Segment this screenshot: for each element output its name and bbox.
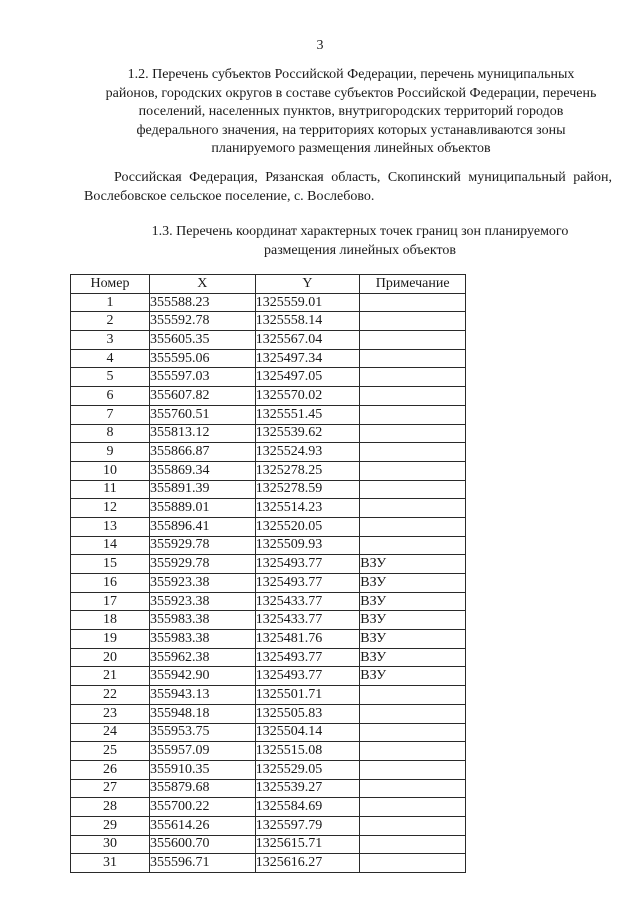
cell-note: ВЗУ bbox=[360, 574, 466, 593]
cell-number: 6 bbox=[71, 387, 150, 406]
table-row bbox=[71, 630, 466, 649]
cell-number: 5 bbox=[71, 368, 150, 387]
cell-x: 355943.13 bbox=[150, 686, 256, 705]
cell-note bbox=[360, 387, 466, 406]
cell-y: 1325278.25 bbox=[255, 461, 360, 480]
cell-note bbox=[360, 331, 466, 350]
cell-note bbox=[360, 461, 466, 480]
cell-x: 355605.35 bbox=[150, 331, 256, 350]
cell-x: 355929.78 bbox=[150, 555, 256, 574]
cell-y: 1325278.59 bbox=[255, 480, 360, 499]
table-row bbox=[71, 835, 466, 854]
header-note: Примечание bbox=[360, 275, 466, 294]
cell-number: 30 bbox=[71, 835, 150, 854]
table-row bbox=[71, 704, 466, 723]
cell-y: 1325597.79 bbox=[255, 816, 360, 835]
table-row bbox=[71, 405, 466, 424]
cell-note: ВЗУ bbox=[360, 592, 466, 611]
cell-y: 1325570.02 bbox=[255, 387, 360, 406]
cell-note bbox=[360, 424, 466, 443]
cell-y: 1325493.77 bbox=[255, 667, 360, 686]
table-row bbox=[71, 368, 466, 387]
table-row bbox=[71, 742, 466, 761]
cell-y: 1325505.83 bbox=[255, 704, 360, 723]
table-row bbox=[71, 349, 466, 368]
table-row bbox=[71, 686, 466, 705]
cell-note bbox=[360, 798, 466, 817]
cell-note bbox=[360, 443, 466, 462]
cell-number: 24 bbox=[71, 723, 150, 742]
cell-y: 1325493.77 bbox=[255, 648, 360, 667]
cell-number: 4 bbox=[71, 349, 150, 368]
cell-x: 355983.38 bbox=[150, 611, 256, 630]
table-body bbox=[71, 293, 466, 872]
heading-line: районов, городских округов в составе субъектов Российской Федерации, перечень bbox=[105, 85, 597, 101]
cell-number: 26 bbox=[71, 760, 150, 779]
cell-note: ВЗУ bbox=[360, 611, 466, 630]
cell-x: 355983.38 bbox=[150, 630, 256, 649]
cell-x: 355869.34 bbox=[150, 461, 256, 480]
table-row bbox=[71, 816, 466, 835]
cell-y: 1325524.93 bbox=[255, 443, 360, 462]
table-row bbox=[71, 854, 466, 873]
cell-y: 1325481.76 bbox=[255, 630, 360, 649]
cell-number: 12 bbox=[71, 499, 150, 518]
coordinates-table bbox=[70, 274, 466, 873]
cell-number: 16 bbox=[71, 574, 150, 593]
table-row bbox=[71, 555, 466, 574]
cell-x: 355923.38 bbox=[150, 592, 256, 611]
cell-y: 1325558.14 bbox=[255, 312, 360, 331]
cell-y: 1325615.71 bbox=[255, 835, 360, 854]
cell-note bbox=[360, 517, 466, 536]
cell-y: 1325493.77 bbox=[255, 555, 360, 574]
cell-note bbox=[360, 854, 466, 873]
page-number: 3 bbox=[316, 38, 324, 53]
cell-y: 1325520.05 bbox=[255, 517, 360, 536]
cell-y: 1325433.77 bbox=[255, 592, 360, 611]
cell-note bbox=[360, 368, 466, 387]
cell-x: 355889.01 bbox=[150, 499, 256, 518]
cell-number: 23 bbox=[71, 704, 150, 723]
table-row bbox=[71, 499, 466, 518]
cell-y: 1325497.05 bbox=[255, 368, 360, 387]
cell-y: 1325529.05 bbox=[255, 760, 360, 779]
cell-number: 15 bbox=[71, 555, 150, 574]
cell-x: 355588.23 bbox=[150, 293, 256, 312]
cell-x: 355592.78 bbox=[150, 312, 256, 331]
cell-note bbox=[360, 704, 466, 723]
cell-x: 355600.70 bbox=[150, 835, 256, 854]
cell-number: 31 bbox=[71, 854, 150, 873]
cell-number: 29 bbox=[71, 816, 150, 835]
heading-line: размещения линейных объектов bbox=[263, 242, 456, 258]
cell-number: 7 bbox=[71, 405, 150, 424]
cell-y: 1325497.34 bbox=[255, 349, 360, 368]
table-row bbox=[71, 779, 466, 798]
header-y: Y bbox=[255, 275, 360, 294]
table-row bbox=[71, 312, 466, 331]
cell-x: 355595.06 bbox=[150, 349, 256, 368]
cell-note bbox=[360, 405, 466, 424]
cell-number: 28 bbox=[71, 798, 150, 817]
cell-x: 355596.71 bbox=[150, 854, 256, 873]
cell-y: 1325559.01 bbox=[255, 293, 360, 312]
table-row bbox=[71, 648, 466, 667]
cell-y: 1325493.77 bbox=[255, 574, 360, 593]
cell-y: 1325514.23 bbox=[255, 499, 360, 518]
cell-note: ВЗУ bbox=[360, 555, 466, 574]
cell-y: 1325616.27 bbox=[255, 854, 360, 873]
cell-x: 355923.38 bbox=[150, 574, 256, 593]
table-row bbox=[71, 798, 466, 817]
cell-number: 22 bbox=[71, 686, 150, 705]
heading-line: 1.2. Перечень субъектов Российской Федерации, перечень муниципальных bbox=[127, 67, 575, 82]
table-row bbox=[71, 574, 466, 593]
cell-number: 17 bbox=[71, 592, 150, 611]
heading-line: 1.3. Перечень координат характерных точек границ зон планируемого bbox=[151, 224, 569, 239]
table-row bbox=[71, 667, 466, 686]
section-heading-1-3 bbox=[96, 223, 624, 260]
cell-x: 355700.22 bbox=[150, 798, 256, 817]
cell-x: 355953.75 bbox=[150, 723, 256, 742]
table-row bbox=[71, 517, 466, 536]
heading-line: планируемого размещения линейных объектов bbox=[211, 141, 491, 156]
cell-x: 355879.68 bbox=[150, 779, 256, 798]
cell-x: 355891.39 bbox=[150, 480, 256, 499]
cell-number: 11 bbox=[71, 480, 150, 499]
cell-x: 355597.03 bbox=[150, 368, 256, 387]
table-row bbox=[71, 293, 466, 312]
table-row bbox=[71, 480, 466, 499]
cell-y: 1325501.71 bbox=[255, 686, 360, 705]
cell-number: 27 bbox=[71, 779, 150, 798]
table-row bbox=[71, 536, 466, 555]
heading-line: поселений, населенных пунктов, внутригородских территорий городов bbox=[138, 104, 564, 119]
table-row bbox=[71, 387, 466, 406]
cell-note bbox=[360, 480, 466, 499]
cell-x: 355910.35 bbox=[150, 760, 256, 779]
cell-note bbox=[360, 723, 466, 742]
cell-number: 14 bbox=[71, 536, 150, 555]
table-row bbox=[71, 592, 466, 611]
section-heading-1-2 bbox=[90, 66, 612, 159]
cell-note bbox=[360, 349, 466, 368]
table-row bbox=[71, 461, 466, 480]
table-row bbox=[71, 760, 466, 779]
cell-number: 18 bbox=[71, 611, 150, 630]
table-row bbox=[71, 424, 466, 443]
cell-y: 1325515.08 bbox=[255, 742, 360, 761]
cell-number: 1 bbox=[71, 293, 150, 312]
header-x: X bbox=[150, 275, 256, 294]
table-row bbox=[71, 443, 466, 462]
cell-note bbox=[360, 312, 466, 331]
cell-number: 8 bbox=[71, 424, 150, 443]
cell-number: 25 bbox=[71, 742, 150, 761]
cell-note bbox=[360, 779, 466, 798]
table-row bbox=[71, 331, 466, 350]
cell-number: 10 bbox=[71, 461, 150, 480]
cell-x: 355760.51 bbox=[150, 405, 256, 424]
cell-y: 1325539.27 bbox=[255, 779, 360, 798]
cell-number: 13 bbox=[71, 517, 150, 536]
cell-y: 1325584.69 bbox=[255, 798, 360, 817]
cell-note bbox=[360, 816, 466, 835]
cell-note bbox=[360, 760, 466, 779]
cell-note bbox=[360, 686, 466, 705]
cell-number: 19 bbox=[71, 630, 150, 649]
cell-note bbox=[360, 293, 466, 312]
cell-y: 1325509.93 bbox=[255, 536, 360, 555]
cell-number: 3 bbox=[71, 331, 150, 350]
cell-x: 355942.90 bbox=[150, 667, 256, 686]
cell-y: 1325551.45 bbox=[255, 405, 360, 424]
cell-note bbox=[360, 742, 466, 761]
cell-number: 9 bbox=[71, 443, 150, 462]
cell-y: 1325539.62 bbox=[255, 424, 360, 443]
cell-note: ВЗУ bbox=[360, 630, 466, 649]
cell-note bbox=[360, 536, 466, 555]
cell-note: ВЗУ bbox=[360, 667, 466, 686]
cell-x: 355614.26 bbox=[150, 816, 256, 835]
cell-number: 20 bbox=[71, 648, 150, 667]
cell-y: 1325433.77 bbox=[255, 611, 360, 630]
cell-x: 355957.09 bbox=[150, 742, 256, 761]
cell-note bbox=[360, 835, 466, 854]
cell-y: 1325504.14 bbox=[255, 723, 360, 742]
cell-x: 355607.82 bbox=[150, 387, 256, 406]
cell-note bbox=[360, 499, 466, 518]
table-row bbox=[71, 723, 466, 742]
cell-x: 355948.18 bbox=[150, 704, 256, 723]
cell-note: ВЗУ bbox=[360, 648, 466, 667]
cell-number: 21 bbox=[71, 667, 150, 686]
header-number: Номер bbox=[71, 275, 150, 294]
cell-y: 1325567.04 bbox=[255, 331, 360, 350]
table-header-row bbox=[71, 275, 466, 294]
table-row bbox=[71, 611, 466, 630]
cell-x: 355929.78 bbox=[150, 536, 256, 555]
cell-x: 355962.38 bbox=[150, 648, 256, 667]
cell-x: 355813.12 bbox=[150, 424, 256, 443]
cell-x: 355866.87 bbox=[150, 443, 256, 462]
cell-number: 2 bbox=[71, 312, 150, 331]
heading-line: федерального значения, на территориях которых устанавливаются зоны bbox=[136, 122, 566, 138]
cell-x: 355896.41 bbox=[150, 517, 256, 536]
territory-paragraph: Российская Федерация, Рязанская область, Скопинский муниципальный район, Вослебовское сельское поселение, с. Вослебово. bbox=[84, 170, 612, 204]
